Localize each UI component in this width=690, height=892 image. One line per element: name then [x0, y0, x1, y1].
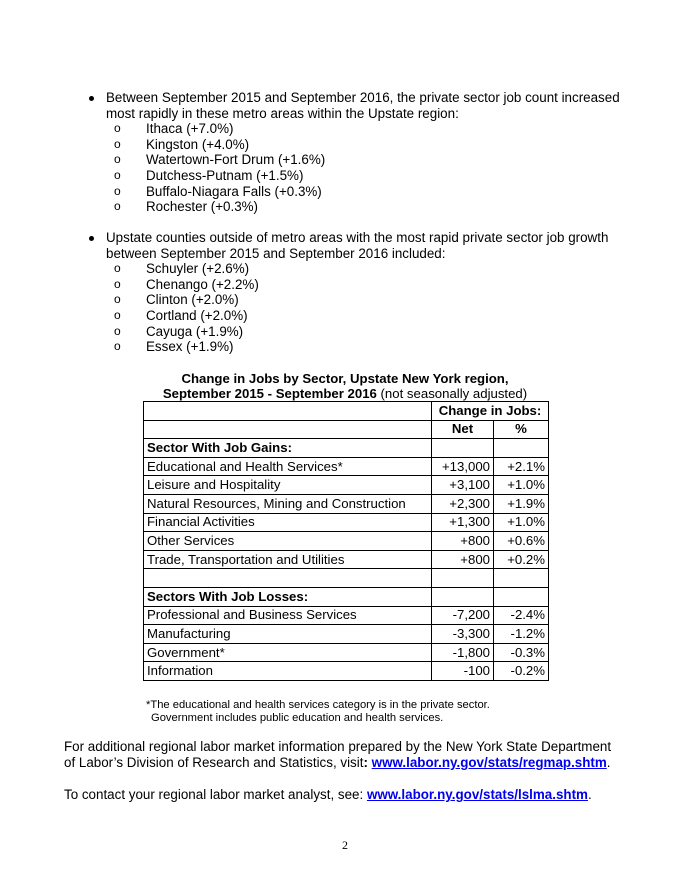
table-row: Government* -1,800 -0.3% [144, 643, 549, 662]
list-item: o Kingston (+4.0%) [114, 136, 250, 152]
list-item: o Cayuga (+1.9%) [114, 323, 244, 339]
circle-bullet-icon: o [114, 292, 121, 307]
list-item: o Rochester (+0.3%) [114, 199, 259, 215]
circle-bullet-icon: o [114, 121, 121, 136]
table-header-pct: % [494, 420, 549, 439]
section-row-gains [144, 439, 549, 458]
circle-bullet-icon: o [114, 199, 121, 214]
page-number: 2 [342, 838, 348, 852]
table-subheader-row [144, 420, 549, 439]
list-item: o Dutchess-Putnam (+1.5%) [114, 167, 304, 183]
bullet-counties [88, 230, 633, 355]
circle-bullet-icon: o [114, 167, 121, 182]
table-row: Professional and Business Services -7,200 -2.4% [144, 606, 549, 625]
regmap-link[interactable]: www.labor.ny.gov/stats/regmap.shtm [371, 755, 607, 770]
list-item: o Cortland (+2.0%) [114, 307, 248, 323]
table-row: Financial Activities +1,300 +1.0% [144, 513, 549, 532]
circle-bullet-icon: o [114, 339, 121, 354]
circle-bullet-icon: o [114, 323, 121, 338]
table-header-net: Net [432, 420, 494, 439]
table-header-blank [144, 402, 432, 421]
list-item: o Schuyler (+2.6%) [114, 261, 250, 277]
table-header-change: Change in Jobs: [432, 402, 549, 421]
bullet-metro-areas [88, 90, 633, 215]
table-row: Natural Resources, Mining and Construction +2,300 +1.9% [144, 494, 549, 513]
county-list [88, 261, 633, 355]
circle-bullet-icon: o [114, 276, 121, 291]
table-row: Trade, Transportation and Utilities +800 +0.2% [144, 550, 549, 569]
section-row-losses [144, 587, 549, 606]
section-label: Sector With Job Gains: [144, 439, 432, 458]
list-item: o Ithaca (+7.0%) [114, 121, 234, 137]
circle-bullet-icon: o [114, 136, 121, 151]
list-item: o Chenango (+2.2%) [114, 276, 259, 292]
table-row: Information -100 -0.2% [144, 662, 549, 681]
circle-bullet-icon: o [114, 261, 121, 276]
bullet-text-line2: between September 2015 and September 2016 included: [106, 245, 446, 261]
lslma-link[interactable]: www.labor.ny.gov/stats/lslma.shtm [366, 787, 588, 802]
table-title-line2: September 2015 - September 2016 (not seasonally adjusted) [162, 386, 528, 401]
circle-bullet-icon: o [114, 307, 121, 322]
bullet-text-line2: most rapidly in these metro areas within the Upstate region: [106, 105, 459, 121]
list-item: o Buffalo-Niagara Falls (+0.3%) [114, 183, 322, 199]
table-row: Manufacturing -3,300 -1.2% [144, 625, 549, 644]
jobs-by-sector-table [143, 401, 549, 681]
analyst-contact-paragraph: To contact your regional labor market analyst, see: www.labor.ny.gov/stats/lslma.shtm. [64, 787, 592, 802]
table-header-row [144, 402, 549, 421]
table-header-blank [144, 420, 432, 439]
metro-area-list [88, 121, 633, 215]
bullet-text-line1: Upstate counties outside of metro areas with the most rapid private sector job growth [106, 230, 609, 245]
section-label: Sectors With Job Losses: [144, 587, 432, 606]
table-row: Educational and Health Services* +13,000 +2.1% [144, 457, 549, 476]
table-row: Other Services +800 +0.6% [144, 532, 549, 551]
list-item: o Essex (+1.9%) [114, 339, 234, 355]
table-footnote: *The educational and health services category is in the private sector. Government includes public education and health services. [146, 699, 490, 724]
table-row: Leisure and Hospitality +3,100 +1.0% [144, 476, 549, 495]
list-item: o Clinton (+2.0%) [114, 292, 239, 308]
circle-bullet-icon: o [114, 183, 121, 198]
table-title [140, 371, 550, 401]
table-spacer-row [144, 569, 549, 588]
table-title-line1: Change in Jobs by Sector, Upstate New York region, [181, 371, 509, 386]
regional-info-paragraph: For additional regional labor market information prepared by the New York State Department of Labor’s Division of Research and Statistics, visit: www.labor.ny.gov/stats/regmap.shtm. [64, 739, 612, 770]
list-item: o Watertown-Fort Drum (+1.6%) [114, 152, 326, 168]
bullet-text-line1: Between September 2015 and September 2016, the private sector job count increased [106, 90, 620, 105]
circle-bullet-icon: o [114, 152, 121, 167]
